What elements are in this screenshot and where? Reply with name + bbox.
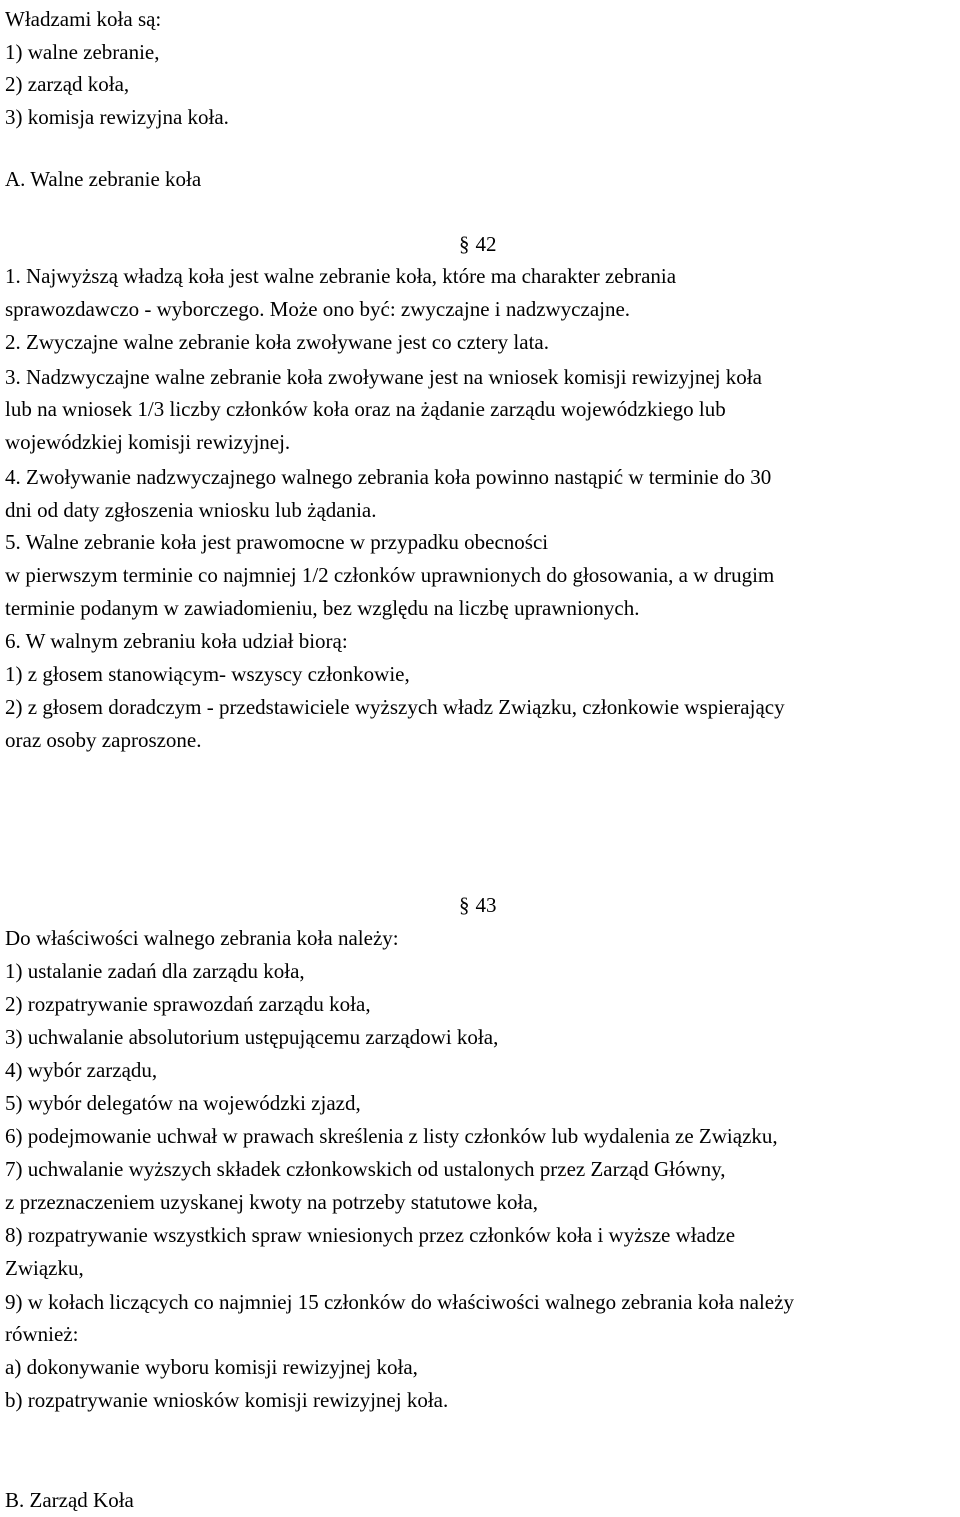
paragraph-43-heading xyxy=(459,889,497,922)
text-line: 7) uchwalanie wyższych składek członkowskich od ustalonych przez Zarząd Główny, xyxy=(5,1157,726,1181)
text-line: 4. Zwoływanie nadzwyczajnego walnego zebrania koła powinno nastąpić w terminie do 30 xyxy=(5,465,772,489)
text-line: sprawozdawczo - wyborczego. Może ono być: zwyczajne i nadzwyczajne. xyxy=(5,297,631,321)
text-line: 1. Najwyższą władzą koła jest walne zebranie koła, które ma charakter zebrania xyxy=(5,264,677,288)
paragraph-42-heading xyxy=(459,228,497,261)
text-line: 2) z głosem doradczym - przedstawiciele wyższych władz Związku, członkowie wspierający xyxy=(5,695,785,719)
section-a-heading: A. Walne zebranie koła xyxy=(5,167,202,191)
text-line: 2. Zwyczajne walne zebranie koła zwoływane jest co cztery lata. xyxy=(5,330,549,354)
text-line: 2) rozpatrywanie sprawozdań zarządu koła, xyxy=(5,992,371,1016)
section-b-heading: B. Zarząd Koła xyxy=(5,1488,134,1512)
text-line: lub na wniosek 1/3 liczby członków koła oraz na żądanie zarządu wojewódzkiego lub xyxy=(5,397,726,421)
text-line: Związku, xyxy=(5,1256,84,1280)
text-line: 3) uchwalanie absolutorium ustępującemu zarządowi koła, xyxy=(5,1025,499,1049)
text-line: 6) podejmowanie uchwał w prawach skreślenia z listy członków lub wydalenia ze Związku, xyxy=(5,1124,778,1148)
text-line: 6. W walnym zebraniu koła udział biorą: xyxy=(5,629,348,653)
text-line: 9) w kołach liczących co najmniej 15 członków do właściwości walnego zebrania koła należy xyxy=(5,1290,794,1314)
text-line: 1) ustalanie zadań dla zarządu koła, xyxy=(5,959,305,983)
paragraph-number: 42 xyxy=(475,232,497,256)
list-item: 3) komisja rewizyjna koła. xyxy=(5,105,229,129)
text-line: 3. Nadzwyczajne walne zebranie koła zwoływane jest na wniosek komisji rewizyjnej koła xyxy=(5,365,762,389)
section-sign: § xyxy=(459,893,470,917)
text-line: wojewódzkiej komisji rewizyjnej. xyxy=(5,430,291,454)
section-sign: § xyxy=(459,232,470,256)
text-line: 4) wybór zarządu, xyxy=(5,1058,158,1082)
text-line: terminie podanym w zawiadomieniu, bez względu na liczbę uprawnionych. xyxy=(5,596,640,620)
text-line: oraz osoby zaproszone. xyxy=(5,728,202,752)
authorities-intro: Władzami koła są: xyxy=(5,7,162,31)
text-line: dni od daty zgłoszenia wniosku lub żądania. xyxy=(5,498,377,522)
text-line: Do właściwości walnego zebrania koła należy: xyxy=(5,926,399,950)
text-line: z przeznaczeniem uzyskanej kwoty na potrzeby statutowe koła, xyxy=(5,1190,538,1214)
paragraph-number: 43 xyxy=(475,893,497,917)
text-line: w pierwszym terminie co najmniej 1/2 członków uprawnionych do głosowania, a w drugim xyxy=(5,563,775,587)
text-line: 5. Walne zebranie koła jest prawomocne w przypadku obecności xyxy=(5,530,549,554)
list-item: 1) walne zebranie, xyxy=(5,40,160,64)
text-line: 1) z głosem stanowiącym- wszyscy członkowie, xyxy=(5,662,410,686)
text-line: również: xyxy=(5,1322,79,1346)
text-line: b) rozpatrywanie wniosków komisji rewizyjnej koła. xyxy=(5,1388,449,1412)
list-item: 2) zarząd koła, xyxy=(5,72,130,96)
text-line: 8) rozpatrywanie wszystkich spraw wniesionych przez członków koła i wyższe władze xyxy=(5,1223,736,1247)
text-line: a) dokonywanie wyboru komisji rewizyjnej koła, xyxy=(5,1355,418,1379)
text-line: 5) wybór delegatów na wojewódzki zjazd, xyxy=(5,1091,361,1115)
